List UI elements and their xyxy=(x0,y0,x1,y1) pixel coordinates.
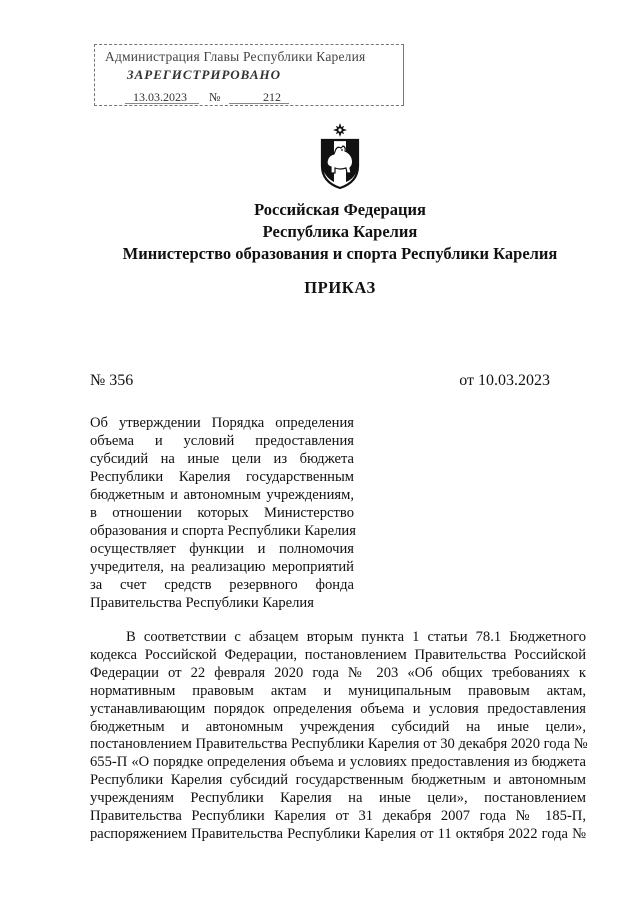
stamp-date: 13.03.2023 xyxy=(133,90,187,104)
order-date: от 10.03.2023 xyxy=(459,372,550,389)
subject-line: образования и спорта Республики Карелия xyxy=(90,523,356,539)
subject-line: Правительства Республики Карелия xyxy=(90,595,314,611)
subject-line: Об утверждении Порядка определения xyxy=(90,415,354,431)
body-line: постановлением Правительства Республики Карелия от 30 декабря 2020 года № xyxy=(90,736,588,753)
body-line: В соответствии с абзацем вторым пункта 1 статьи 78.1 Бюджетного xyxy=(126,629,586,645)
header-country: Российская Федерация xyxy=(254,200,426,219)
order-body xyxy=(90,629,586,844)
stamp-number-label: № xyxy=(209,90,221,104)
body-line: кодекса Российской Федерации, постановлением Правительства Российской xyxy=(90,646,586,663)
stamp-authority: Администрация Главы Республики Карелия xyxy=(105,49,366,64)
karelia-coat-of-arms-icon xyxy=(310,122,370,190)
body-line: Федерации от 22 февраля 2020 года № 203 «Об общих требованиях к xyxy=(90,664,586,681)
subject-line: Республики Карелия государственным xyxy=(90,469,354,485)
body-line: нормативным правовым актам и муниципальным правовым актам, xyxy=(90,682,586,699)
subject-line: за счет средств резервного фонда xyxy=(90,577,354,593)
subject-line: объема и условий предоставления xyxy=(90,433,354,449)
order-number: № 356 xyxy=(90,372,134,389)
document-type: ПРИКАЗ xyxy=(304,278,376,297)
body-line: 655-П «О порядке определения объема и условиях предоставления из бюджета xyxy=(90,754,586,771)
body-line: бюджетным и автономным учреждения субсидий на иные цели», xyxy=(90,718,586,735)
subject-line: осуществляет функции и полномочия xyxy=(90,541,354,557)
header-republic: Республика Карелия xyxy=(262,222,418,241)
order-subject xyxy=(90,414,354,612)
body-line: Правительства Республики Карелия от 31 декабря 2007 года № 185-П, xyxy=(90,808,586,825)
registration-stamp xyxy=(94,44,404,106)
stamp-number-underline xyxy=(229,103,289,104)
body-line: устанавливающим порядок определения объема и условия предоставления xyxy=(90,700,586,717)
body-line: учреждениям Республики Карелия на иные цели», постановлением xyxy=(90,790,586,807)
stamp-registered: ЗАРЕГИСТРИРОВАНО xyxy=(127,67,282,82)
subject-line: учредителя, на реализацию мероприятий xyxy=(90,559,354,575)
body-line: Республики Карелия субсидий государственным бюджетным и автономным xyxy=(90,772,586,789)
subject-line: в отношении которых Министерство xyxy=(90,505,354,521)
stamp-number: 212 xyxy=(263,90,281,104)
header-ministry: Министерство образования и спорта Республики Карелия xyxy=(122,244,558,263)
stamp-date-underline xyxy=(125,103,199,104)
subject-line: субсидий на иные цели из бюджета xyxy=(90,451,354,467)
body-line: распоряжением Правительства Республики Карелия от 11 октября 2022 года № xyxy=(90,825,586,842)
subject-line: бюджетным и автономным учреждениям, xyxy=(90,487,354,503)
